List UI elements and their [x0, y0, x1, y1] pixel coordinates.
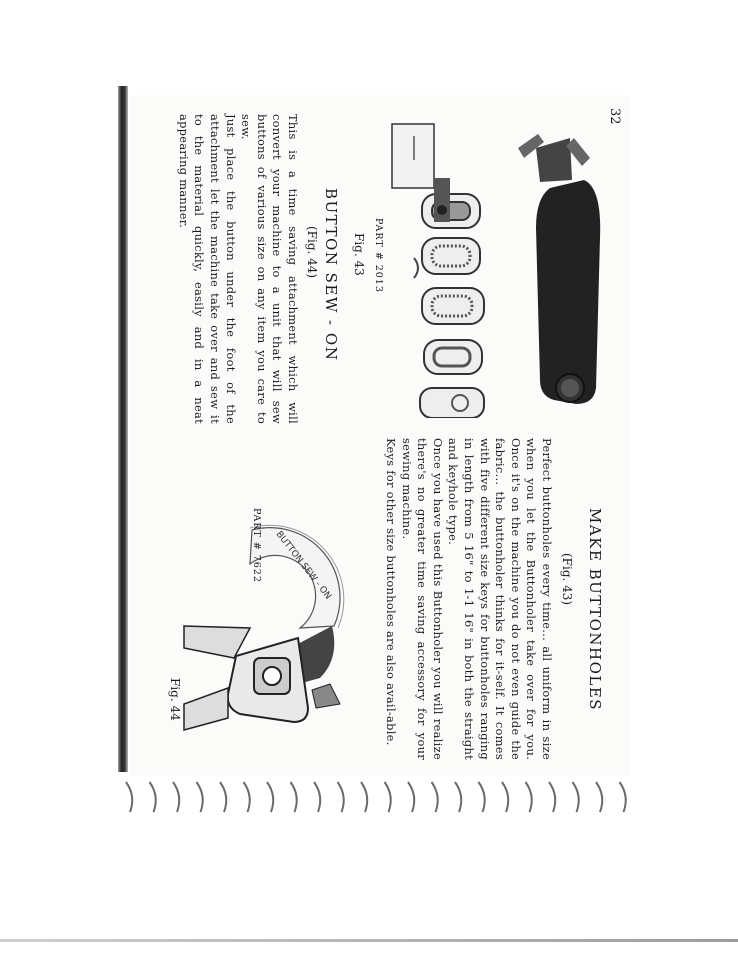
button-sew-on-title: BUTTON SEW - ON — [322, 188, 340, 362]
button-sew-on-body-text — [175, 114, 300, 424]
spiral-loop — [197, 782, 203, 812]
bottom-edge-shadow — [0, 939, 738, 942]
spiral-loop — [173, 782, 179, 812]
buttonholes-paragraph-2: Once you have used this Buttonholer you will realize there's no greater time saving accessory for your sewing machine. — [399, 438, 445, 760]
spiral-loop — [432, 782, 438, 812]
dial-label: BUTTON SEW - ON — [273, 529, 333, 602]
spiral-loop — [455, 782, 461, 812]
buttonholes-body-text — [382, 438, 554, 760]
buttonhole-keys — [414, 194, 484, 418]
spiral-loop — [549, 782, 555, 812]
buttonholes-paragraph-1: Perfect buttonholes every time... all uniform in size when you let the Buttonholer take over for you. Once it's on the machine you do not even guide the fabric... the buttonholer thinks for it-self. It comes with five different size keys for buttonholes ranging in length from 5 16" to 1-1 16" in both the straight and keyhole type. — [446, 438, 554, 760]
spiral-loop — [150, 782, 156, 812]
spiral-loop — [314, 782, 320, 812]
spiral-loop — [338, 782, 344, 812]
spiral-loop — [267, 782, 273, 812]
buttonholes-fig-ref: (Fig. 43) — [560, 553, 574, 606]
button-sew-on-fig-label: Fig. 44 — [168, 678, 182, 721]
buttonholes-paragraph-3: Keys for other size buttonholes are also avail-able. — [384, 438, 399, 746]
spiral-binding-spine — [118, 86, 128, 772]
rotated-page-content — [152, 108, 622, 768]
spiral-loop — [573, 782, 579, 812]
spiral-coil — [118, 778, 634, 824]
button-sew-on-part-number: PART # 7622 — [251, 508, 262, 583]
button-sew-on-paragraph-1: This is a time saving attachment which will convert your machine to a unit that will sew buttons of various size on any item you care to sew. — [239, 114, 300, 424]
spiral-loop — [385, 782, 391, 812]
spiral-loop — [596, 782, 602, 812]
page-number: 32 — [607, 108, 622, 125]
button-sew-on-illustration — [180, 508, 360, 738]
buttonholes-title: MAKE BUTTONHOLES — [586, 508, 604, 712]
spiral-loop — [291, 782, 297, 812]
spiral-loop — [408, 782, 414, 812]
spiral-loop — [620, 782, 626, 812]
spiral-loop — [479, 782, 485, 812]
spiral-loop — [361, 782, 367, 812]
buttonholes-fig-label: Fig. 43 — [352, 233, 366, 276]
spiral-loop — [526, 782, 532, 812]
buttonholer-illustration — [380, 118, 610, 418]
spiral-loop — [220, 782, 226, 812]
buttonholes-part-number: PART # 2013 — [373, 218, 384, 293]
buttonholer-clamp-plate — [392, 124, 450, 222]
spiral-loop — [502, 782, 508, 812]
button-sew-on-fig-ref: (Fig. 44) — [305, 226, 319, 279]
button-sew-on-paragraph-2: Just place the button under the foot of the attachment let the machine take over and sew it to the material quickly, easily and in a neat appearing manner. — [176, 114, 238, 424]
spiral-loop — [244, 782, 250, 812]
spiral-loop — [126, 782, 132, 812]
